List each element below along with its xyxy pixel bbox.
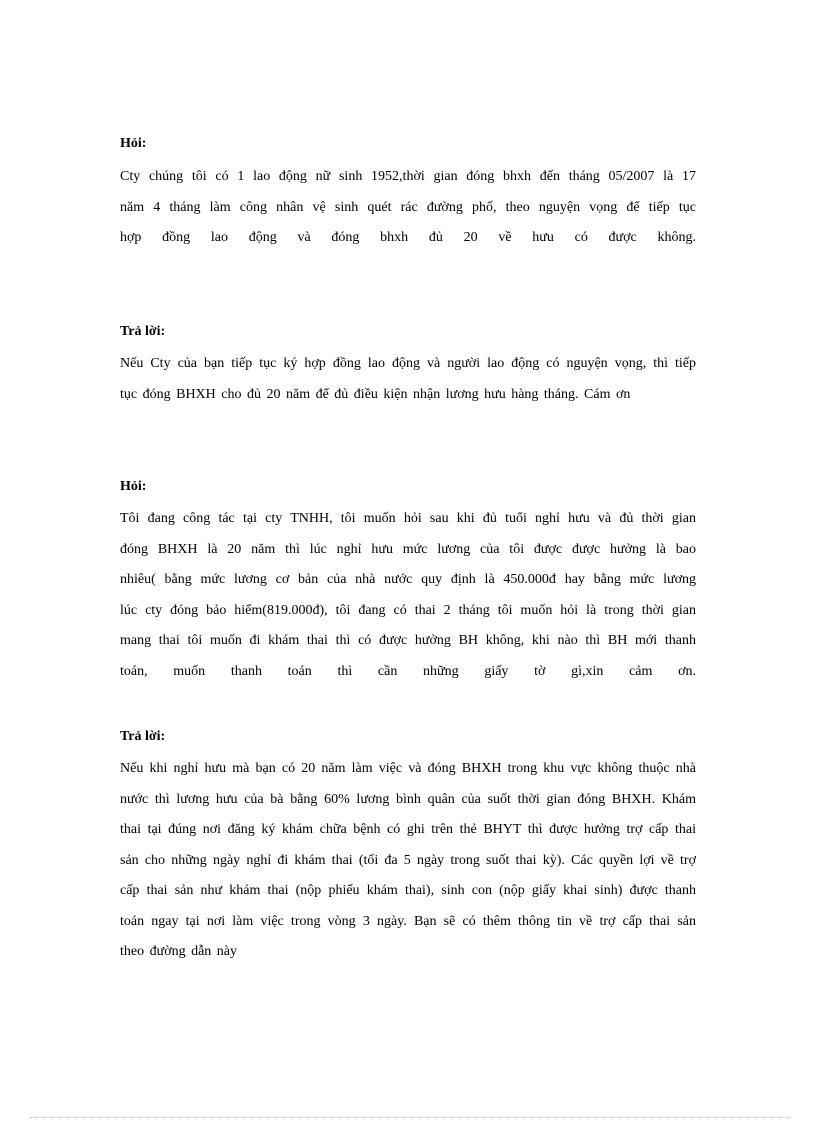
answer-2-label: Trả lời:	[120, 729, 166, 744]
question-2-line-3: nhiêu( bằng mức lương cơ bản của nhà nước quy định là 450.000đ hay bằng mức lương	[120, 572, 696, 587]
question-1-text	[120, 162, 696, 254]
page-bottom-rule	[30, 1117, 790, 1118]
question-1-line-2: năm 4 tháng làm công nhân vệ sinh quét rác đường phố, theo nguyện vọng để tiếp tục	[120, 199, 696, 215]
answer-1-label: Trả lời:	[120, 324, 166, 339]
question-2-line-6: toán, muốn thanh toán thì cần những giấy tờ gì,xin cảm ơn.	[120, 663, 696, 679]
answer-1-text	[120, 349, 696, 410]
answer-2-line-6: toán ngay tại nơi làm việc trong vòng 3 ngày. Bạn sẽ có thêm thông tin về trợ cấp thai sản	[120, 913, 696, 929]
answer-1-line-1: Nếu Cty của bạn tiếp tục ký hợp đồng lao động và người lao động có nguyện vọng, thì tiếp	[120, 356, 696, 371]
question-2-line-2: đóng BHXH là 20 năm thì lúc nghỉ hưu mức lương của tôi được được hưởng là bao	[120, 541, 696, 557]
question-2-line-5: mang thai tôi muốn đi khám thai thì có được hưởng BH không, khi nào thì BH mới thanh	[120, 633, 696, 648]
question-2-label: Hỏi:	[120, 479, 147, 494]
question-1-line-3: hợp đồng lao động và đóng bhxh đủ 20 về hưu có được không.	[120, 230, 696, 245]
answer-2-line-7: theo đường dẫn này	[120, 944, 238, 959]
answer-2-line-3: thai tại đúng nơi đăng ký khám chữa bệnh có ghi trên thẻ BHYT thì được hưởng trợ cấp thai	[120, 822, 696, 837]
answer-2-line-4: sản cho những ngày nghỉ đi khám thai (tối đa 5 ngày trong suốt thai kỳ). Các quyền lợi về trợ	[120, 852, 696, 868]
question-2-text	[120, 504, 696, 687]
question-2-line-1: Tôi đang công tác tại cty TNHH, tôi muốn hỏi sau khi đủ tuổi nghỉ hưu và đủ thời gian	[120, 511, 696, 526]
answer-1-line-2: tục đóng BHXH cho đủ 20 năm để đủ điều kiện nhận lương hưu hàng tháng. Cám ơn	[120, 386, 631, 402]
answer-2-text	[120, 754, 696, 968]
question-2-line-4: lúc cty đóng bảo hiểm(819.000đ), tôi đang có thai 2 tháng tôi muốn hỏi là trong thời gian	[120, 602, 696, 618]
question-1-line-1: Cty chúng tôi có 1 lao động nữ sinh 1952,thời gian đóng bhxh đến tháng 05/2007 là 17	[120, 169, 696, 184]
answer-2-line-5: cấp thai sản như khám thai (nộp phiếu khám thai), sinh con (nộp giấy khai sinh) được thanh	[120, 883, 696, 898]
answer-2-line-2: nước thì lương hưu của bà bằng 60% lương bình quân của suốt thời gian đóng BHXH. Khám	[120, 791, 696, 807]
answer-2-line-1: Nếu khi nghỉ hưu mà bạn có 20 năm làm việc và đóng BHXH trong khu vực không thuộc nhà	[120, 761, 696, 776]
question-1-label: Hỏi:	[120, 136, 147, 151]
